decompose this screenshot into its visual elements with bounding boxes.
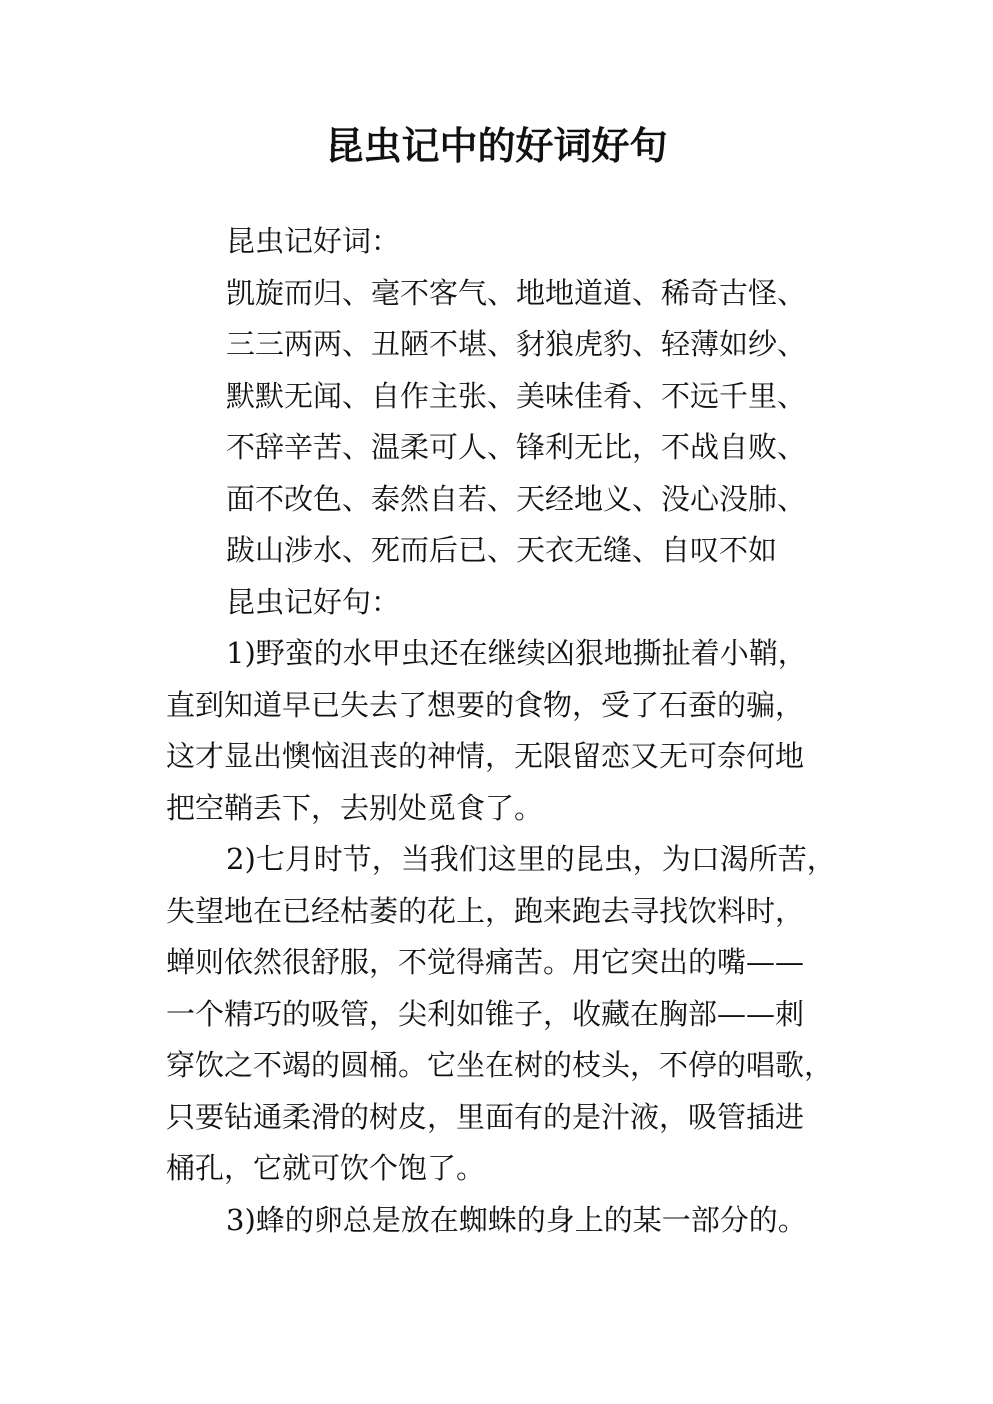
page-title: 昆虫记中的好词好句 [325, 124, 668, 168]
words-line-2: 三三两两、丑陋不堪、豺狼虎豹、轻薄如纱、 [226, 327, 807, 361]
words-line-3: 默默无闻、自作主张、美味佳肴、不远千里、 [226, 378, 807, 413]
sentence2-line-7: 桶孔，它就可饮个饱了。 [166, 1151, 486, 1185]
words-line-6: 跋山涉水、死而后已、天衣无缝、自叹不如 [226, 533, 778, 567]
sentence2-line-5: 穿饮之不竭的圆桶。它坐在树的枝头，不停的唱歌， [166, 1048, 834, 1082]
sentence2-line-3: 蝉则依然很舒服，不觉得痛苦。用它突出的嘴—— [166, 945, 805, 979]
sentence1-line-1: 1)野蛮的水甲虫还在继续凶狠地撕扯着小鞘， [226, 636, 807, 670]
sentence1-line-3: 这才显出懊恼沮丧的神情，无限留恋又无可奈何地 [166, 739, 805, 773]
sentences-heading: 昆虫记好句： [226, 584, 401, 619]
sentence1-line-2: 直到知道早已失去了想要的食物，受了石蚕的骗， [166, 687, 805, 722]
sentence2-line-1: 2)七月时节，当我们这里的昆虫，为口渴所苦， [226, 842, 836, 876]
words-line-5: 面不改色、泰然自若、天经地义、没心没肺、 [226, 481, 807, 516]
words-line-4: 不辞辛苦、温柔可人、锋利无比，不战自败、 [226, 430, 807, 464]
words-line-1: 凯旋而归、毫不客气、地地道道、稀奇古怪、 [226, 275, 807, 310]
sentence1-line-4: 把空鞘丢下，去别处觅食了。 [166, 790, 544, 825]
sentence2-line-2: 失望地在已经枯萎的花上，跑来跑去寻找饮料时， [166, 893, 805, 928]
sentence2-line-6: 只要钻通柔滑的树皮，里面有的是汁液，吸管插进 [166, 1099, 805, 1134]
document-body [166, 216, 846, 1246]
sentence3-line-1: 3)蜂的卵总是放在蜘蛛的身上的某一部分的。 [226, 1202, 807, 1237]
words-heading: 昆虫记好词： [226, 224, 401, 258]
sentence2-line-4: 一个精巧的吸管，尖利如锥子，收藏在胸部——刺 [166, 996, 805, 1031]
